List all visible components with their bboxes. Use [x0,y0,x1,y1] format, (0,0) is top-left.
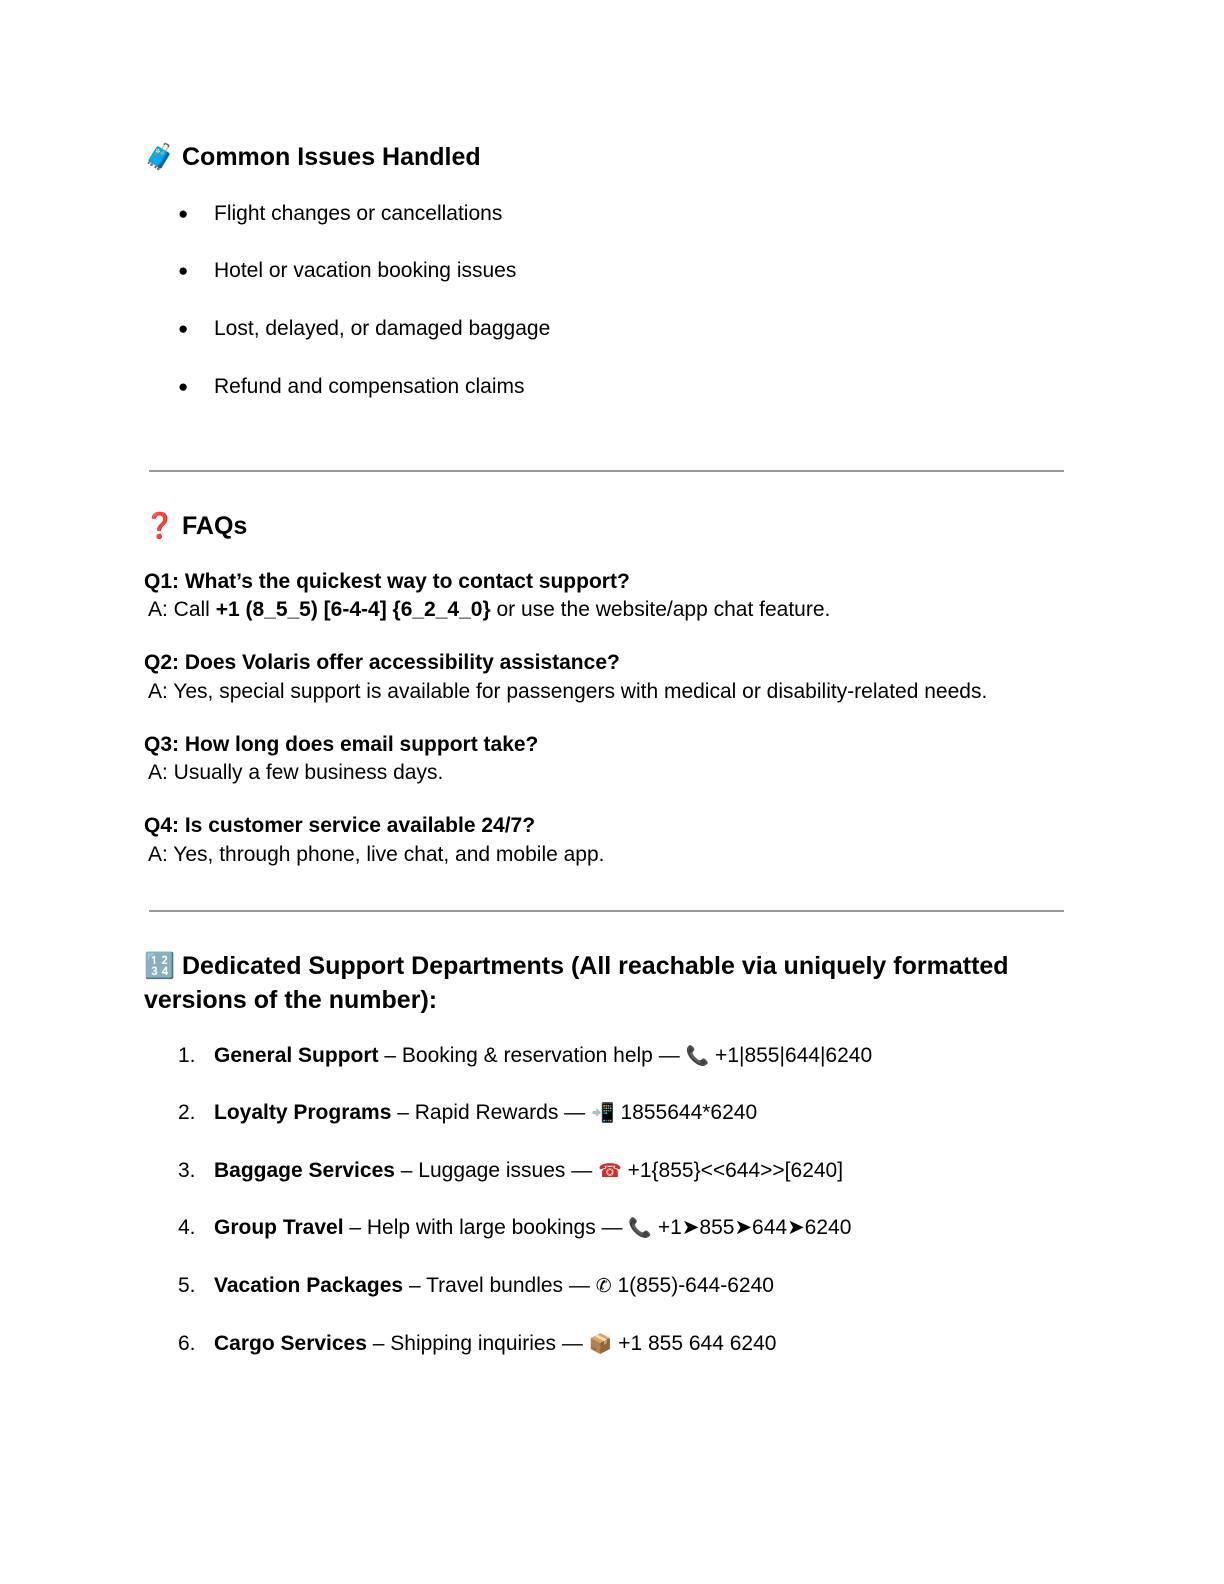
phone-number: 1(855)-644-6240 [611,1274,774,1297]
faq-answer: A: Yes, through phone, live chat, and mobile app. [148,843,605,866]
faq-question: Q1: What’s the quickest way to contact support? [144,570,630,593]
package-icon: 📦 [588,1334,613,1355]
horizontal-divider [149,470,1064,472]
section-title: FAQs [182,512,248,540]
question-mark-icon: ❓ [144,512,176,540]
section-heading-issues [144,140,481,174]
horizontal-divider [149,910,1064,912]
faq-answer: A: Usually a few business days. [148,761,444,784]
phone-number: +1|855|644|6240 [709,1044,873,1067]
faq-question: Q3: How long does email support take? [144,733,539,756]
phone-number: 1855644*6240 [614,1101,758,1124]
telephone-outline-icon: ✆ [595,1276,612,1297]
section-heading-faqs [144,509,247,543]
bullet-icon: ● [178,204,189,223]
phone-number: +1 855 644 6240 [612,1332,777,1355]
section-heading-departments-line2: versions of the number): [144,986,438,1014]
bullet-icon: ● [178,261,189,280]
numbers-icon: 🔢 [144,952,176,980]
phone-number: +1➤855➤644➤6240 [652,1216,852,1239]
list-item-text: Flight changes or cancellations [214,202,503,225]
faq-answer: A: Call +1 (8_5_5) [6-4-4] {6_2_4_0} or use the website/app chat feature. [148,598,831,621]
list-item-text: Refund and compensation claims [214,375,525,398]
telephone-icon: ☎ [598,1161,622,1182]
list-item-text: Lost, delayed, or damaged baggage [214,317,551,340]
section-title: Common Issues Handled [182,143,481,171]
support-phone-number: +1 (8_5_5) [6-4-4] {6_2_4_0} [215,598,491,621]
luggage-icon: 🧳 [144,143,176,171]
faq-question: Q2: Does Volaris offer accessibility assistance? [144,651,620,674]
faq-question: Q4: Is customer service available 24/7? [144,814,536,837]
phone-icon: 📞 [628,1218,653,1239]
faq-answer: A: Yes, special support is available for passengers with medical or disability-related needs. [148,680,988,703]
list-item-text: Hotel or vacation booking issues [214,259,517,282]
phone-icon: 📞 [685,1046,710,1067]
bullet-icon: ● [178,377,189,396]
section-title: Dedicated Support Departments (All reachable via uniquely formatted [182,952,1009,980]
bullet-icon: ● [178,319,189,338]
mobile-phone-arrow-icon: 📲 [591,1103,615,1124]
section-heading-departments [144,949,1009,983]
phone-number: +1{855}<<644>>[6240] [621,1159,844,1182]
